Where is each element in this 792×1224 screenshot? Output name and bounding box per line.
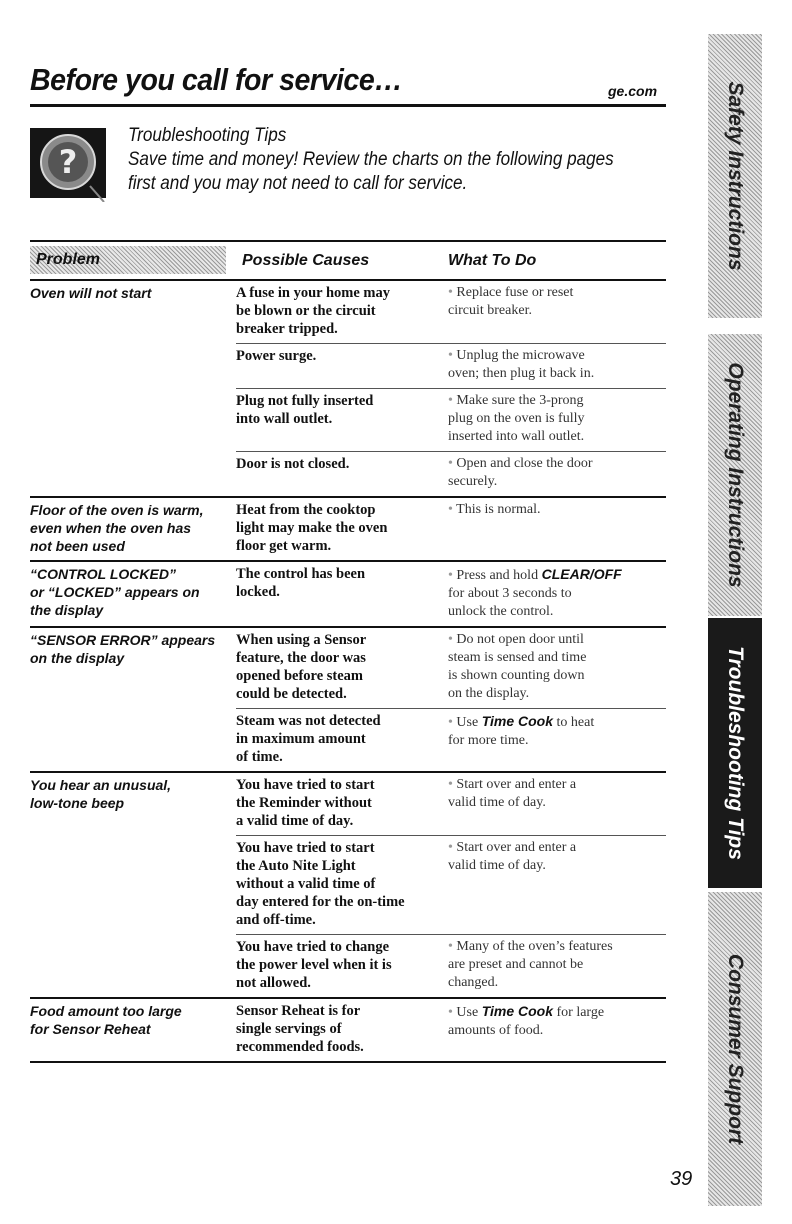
cause-rows — [236, 773, 666, 997]
cause-line: could be detected. — [236, 686, 347, 702]
problem-line: “CONTROL LOCKED” — [30, 566, 176, 582]
site-url: ge.com — [608, 83, 658, 99]
what-to-do — [448, 347, 666, 383]
todo-line — [448, 712, 666, 732]
problem-text — [30, 565, 226, 619]
todo-line — [448, 631, 666, 649]
tab-label: Consumer Support — [724, 953, 747, 1145]
what-to-do — [448, 1002, 666, 1056]
table-row — [236, 934, 666, 997]
todo-line — [448, 776, 666, 794]
problem-line: “SENSOR ERROR” appears — [30, 632, 216, 648]
todo-line: for about 3 seconds to — [448, 586, 572, 601]
intro-line: first and you may not need to call for service. — [128, 173, 468, 194]
problem-group — [30, 562, 666, 628]
todo-line: securely. — [448, 474, 498, 489]
cause-line: the Reminder without — [236, 795, 372, 811]
problem-line: not been used — [30, 538, 125, 554]
cause-line: the power level when it is — [236, 957, 392, 973]
todo-line: amounts of food. — [448, 1023, 544, 1038]
cause-line: be blown or the circuit — [236, 303, 376, 319]
problem-group — [30, 281, 666, 498]
causes-header: Possible Causes — [242, 252, 370, 269]
todo-text: Press and hold — [456, 568, 542, 583]
problem-header: Problem — [30, 246, 226, 274]
cause-line: not allowed. — [236, 975, 311, 991]
tab-safety-instructions[interactable] — [708, 34, 762, 318]
what-to-do — [448, 839, 666, 929]
cause-line: Plug not fully inserted — [236, 393, 374, 409]
possible-cause — [236, 712, 448, 766]
cause-line: floor get warm. — [236, 538, 332, 554]
todo-line — [448, 392, 666, 410]
question-help-icon — [30, 122, 106, 202]
cause-line: You have tried to start — [236, 777, 375, 793]
problem-line: Food amount too large — [30, 1003, 182, 1019]
bullet-icon: • — [448, 568, 457, 583]
bullet-icon: • — [448, 632, 457, 647]
todo-line: valid time of day. — [448, 795, 546, 810]
what-to-do — [448, 712, 666, 766]
possible-cause — [236, 284, 448, 338]
table-row — [236, 498, 666, 560]
todo-line — [448, 839, 666, 857]
todo-line — [448, 284, 666, 302]
bullet-icon: • — [448, 840, 457, 855]
cause-line: Sensor Reheat is for — [236, 1003, 361, 1019]
possible-cause — [236, 776, 448, 830]
bullet-icon: • — [448, 1005, 457, 1020]
problem-line: Oven will not start — [30, 285, 152, 301]
what-to-do — [448, 938, 666, 992]
table-row — [236, 343, 666, 388]
what-to-do — [448, 501, 666, 555]
problem-line: the display — [30, 602, 104, 618]
cause-line: Door is not closed. — [236, 456, 350, 472]
bullet-icon: • — [448, 777, 457, 792]
todo-text: Start over and enter a — [456, 777, 577, 792]
todo-line: inserted into wall outlet. — [448, 429, 585, 444]
problem-group — [30, 999, 666, 1063]
bullet-icon: • — [448, 939, 457, 954]
cause-line: A fuse in your home may — [236, 285, 391, 301]
cause-line: day entered for the on-time — [236, 894, 405, 910]
possible-cause — [236, 347, 448, 383]
page-title: Before you call for service… — [30, 62, 403, 97]
table-header — [30, 240, 666, 281]
bullet-icon: • — [448, 348, 457, 363]
problem-group — [30, 773, 666, 999]
todo-line: circuit breaker. — [448, 303, 532, 318]
what-to-do — [448, 392, 666, 446]
todo-line: valid time of day. — [448, 858, 546, 873]
troubleshooting-table — [30, 240, 666, 1063]
troubleshooting-intro — [128, 124, 614, 196]
cause-line: You have tried to change — [236, 939, 390, 955]
todo-text: Use — [456, 1005, 482, 1020]
cause-line: in maximum amount — [236, 731, 366, 747]
possible-cause — [236, 501, 448, 555]
cause-line: Heat from the cooktop — [236, 502, 376, 518]
todo-text: This is normal. — [456, 502, 541, 517]
table-row — [236, 281, 666, 343]
possible-cause — [236, 631, 448, 703]
problem-text — [30, 631, 226, 667]
cause-line: Power surge. — [236, 348, 317, 364]
svg-text:?: ? — [58, 143, 78, 181]
todo-line — [448, 938, 666, 956]
tab-label: Operating Instructions — [724, 362, 747, 588]
todo-text: Use — [456, 715, 482, 730]
table-row — [236, 708, 666, 771]
tab-label: Safety Instructions — [724, 81, 747, 271]
button-name: Time Cook — [481, 713, 553, 729]
todo-text: Do not open door until — [456, 632, 584, 647]
cause-rows — [236, 999, 666, 1061]
problem-line: Floor of the oven is warm, — [30, 502, 204, 518]
cause-line: without a valid time of — [236, 876, 376, 892]
problem-line: even when the oven has — [30, 520, 192, 536]
todo-text: Make sure the 3-prong — [456, 393, 584, 408]
problem-group — [30, 628, 666, 773]
todo-text: Replace fuse or reset — [456, 285, 574, 300]
bullet-icon: • — [448, 285, 457, 300]
todo-line: changed. — [448, 975, 499, 990]
what-to-do — [448, 565, 666, 621]
title-rule — [30, 104, 666, 107]
cause-line: the Auto Nite Light — [236, 858, 356, 874]
page-number: 39 — [670, 1168, 693, 1190]
todo-line: for more time. — [448, 733, 529, 748]
intro-line: Save time and money! Review the charts on the following pages — [128, 149, 614, 170]
table-row — [236, 999, 666, 1061]
todo-text: Unplug the microwave — [456, 348, 585, 363]
todo-line: steam is sensed and time — [448, 650, 587, 665]
problem-line: or “LOCKED” appears on — [30, 584, 200, 600]
problem-group — [30, 498, 666, 562]
tab-consumer-support[interactable] — [708, 892, 762, 1206]
tab-troubleshooting-tips[interactable] — [708, 618, 762, 888]
table-row — [236, 773, 666, 835]
todo-line — [448, 455, 666, 473]
todo-text: to heat — [553, 715, 595, 730]
possible-cause — [236, 392, 448, 446]
possible-cause — [236, 1002, 448, 1056]
problem-text — [30, 501, 226, 555]
possible-cause — [236, 455, 448, 491]
todo-line: unlock the control. — [448, 604, 554, 619]
problem-line: You hear an unusual, — [30, 777, 172, 793]
table-row — [236, 451, 666, 496]
todo-text: Many of the oven’s features — [456, 939, 613, 954]
tab-label: Troubleshooting Tips — [724, 646, 747, 860]
problem-line: on the display — [30, 650, 125, 666]
what-to-do — [448, 284, 666, 338]
todo-line: is shown counting down — [448, 668, 585, 683]
cause-rows — [236, 281, 666, 496]
cause-line: You have tried to start — [236, 840, 375, 856]
button-name: CLEAR/OFF — [541, 566, 622, 582]
bullet-icon: • — [448, 393, 457, 408]
cause-line: recommended foods. — [236, 1039, 364, 1055]
cause-line: a valid time of day. — [236, 813, 354, 829]
cause-line: When using a Sensor — [236, 632, 367, 648]
table-row — [236, 388, 666, 451]
bullet-icon: • — [448, 456, 457, 471]
cause-line: Steam was not detected — [236, 713, 381, 729]
possible-cause — [236, 565, 448, 621]
intro-line: Troubleshooting Tips — [128, 125, 287, 146]
bullet-icon: • — [448, 502, 457, 517]
tab-operating-instructions[interactable] — [708, 334, 762, 616]
cause-line: breaker tripped. — [236, 321, 338, 337]
cause-line: single servings of — [236, 1021, 342, 1037]
table-row — [236, 628, 666, 708]
todo-line: oven; then plug it back in. — [448, 366, 595, 381]
todo-line — [448, 347, 666, 365]
what-to-do — [448, 631, 666, 703]
possible-cause — [236, 839, 448, 929]
todo-line — [448, 565, 666, 585]
problem-line: for Sensor Reheat — [30, 1021, 151, 1037]
todo-line: plug on the oven is fully — [448, 411, 585, 426]
todo-line: on the display. — [448, 686, 530, 701]
cause-line: feature, the door was — [236, 650, 366, 666]
todo-header: What To Do — [448, 252, 537, 269]
cause-line: light may make the oven — [236, 520, 388, 536]
cause-rows — [236, 562, 666, 626]
todo-line — [448, 1002, 666, 1022]
table-row — [236, 562, 666, 626]
todo-text: Open and close the door — [456, 456, 593, 471]
todo-line: are preset and cannot be — [448, 957, 584, 972]
cause-rows — [236, 628, 666, 771]
cause-line: into wall outlet. — [236, 411, 333, 427]
problem-text — [30, 776, 226, 812]
problem-line: low-tone beep — [30, 795, 125, 811]
what-to-do — [448, 455, 666, 491]
cause-line: and off-time. — [236, 912, 316, 928]
problem-text — [30, 1002, 226, 1038]
problem-text — [30, 284, 226, 302]
todo-text: Start over and enter a — [456, 840, 577, 855]
what-to-do — [448, 776, 666, 830]
table-row — [236, 835, 666, 934]
button-name: Time Cook — [481, 1003, 553, 1019]
cause-line: of time. — [236, 749, 283, 765]
todo-line — [448, 501, 666, 519]
cause-line: The control has been — [236, 566, 366, 582]
cause-line: opened before steam — [236, 668, 363, 684]
cause-line: locked. — [236, 584, 280, 600]
cause-rows — [236, 498, 666, 560]
bullet-icon: • — [448, 715, 457, 730]
todo-text: for large — [553, 1005, 605, 1020]
possible-cause — [236, 938, 448, 992]
